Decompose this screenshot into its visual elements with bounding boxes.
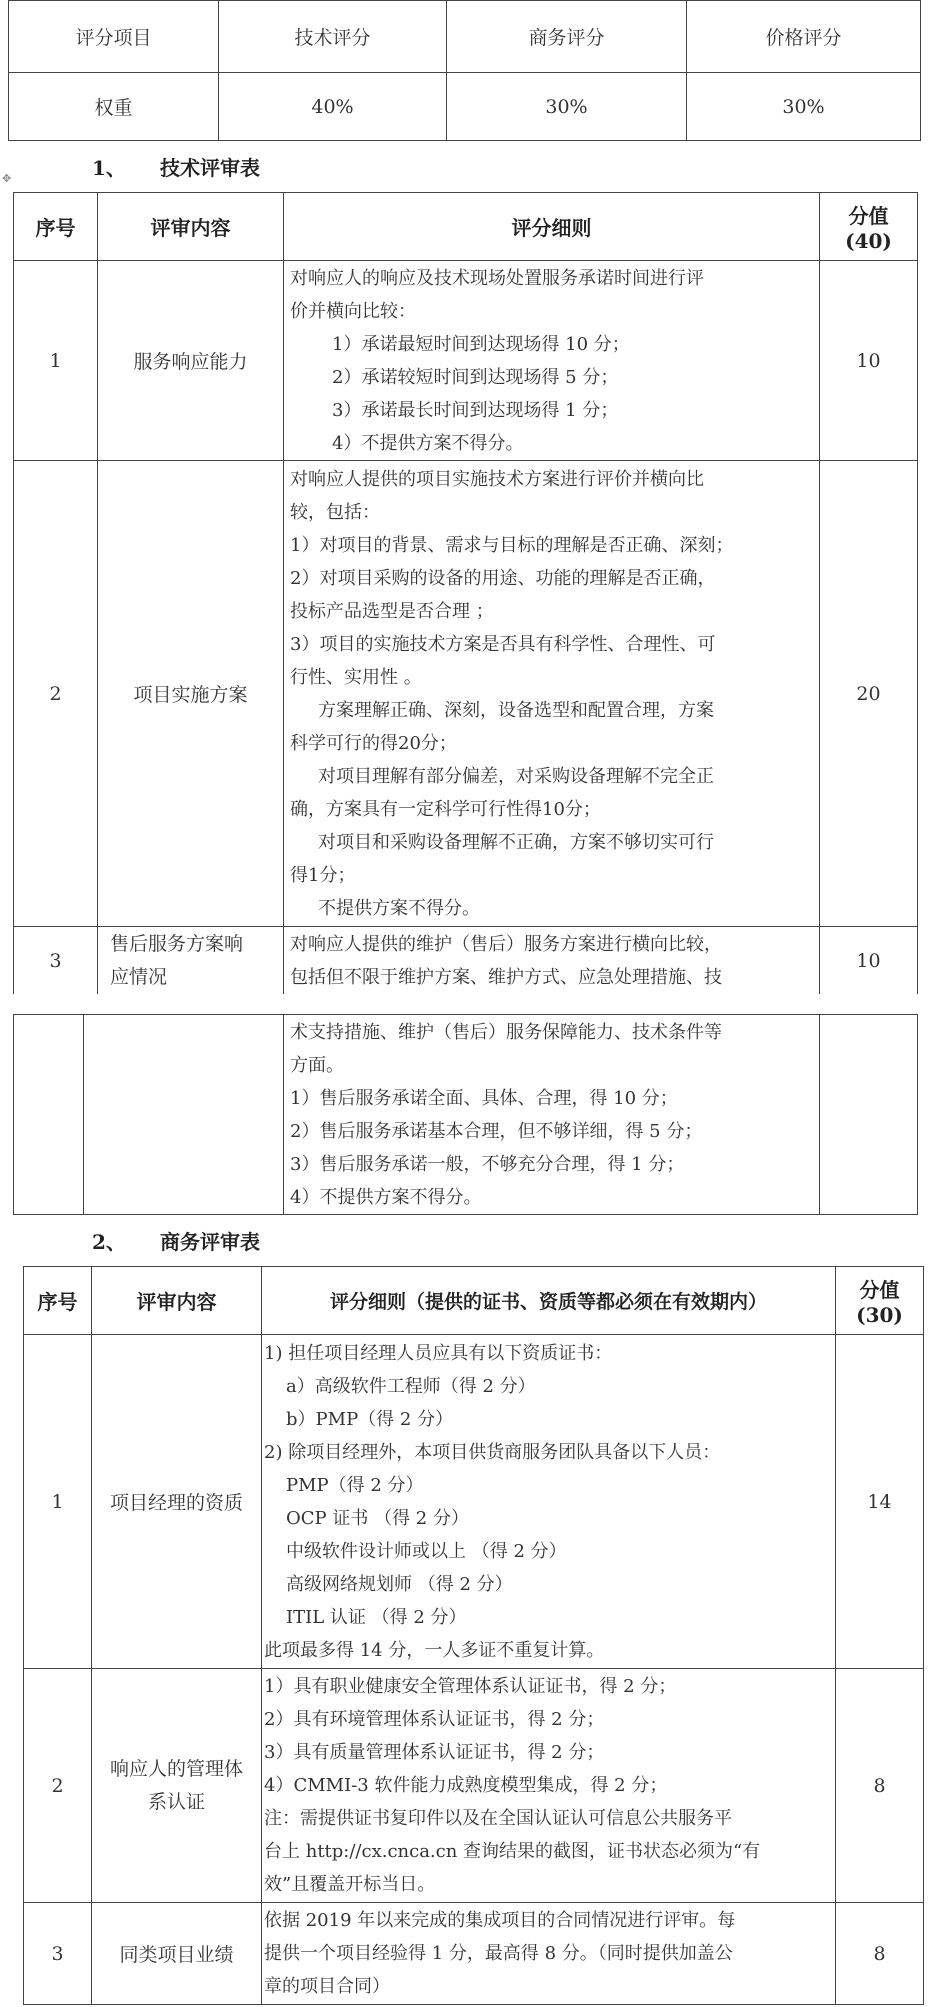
weight-header-item: 评分项目 — [9, 1, 219, 73]
biz-table — [23, 1266, 924, 2005]
rule-line: 1）承诺最短时间到达现场得 10 分； — [332, 333, 630, 355]
rule-line: 3）项目的实施技术方案是否具有科学性、合理性、可 — [290, 633, 716, 655]
row-content-line: 售后服务方案响 — [110, 932, 244, 955]
rule-line: 较，包括： — [290, 501, 380, 523]
rule-line: 对项目和采购设备理解不正确，方案不够切实可行 — [318, 831, 714, 853]
rule-line: 3）承诺最长时间到达现场得 1 分； — [332, 399, 619, 421]
rule-line: 包括但不限于维护方案、维护方式、应急处理措施、技 — [290, 966, 722, 988]
rule-line: 1) 担任项目经理人员应具有以下资质证书： — [264, 1342, 613, 1364]
row-no: 2 — [14, 461, 98, 927]
tech-header-no: 序号 — [14, 193, 98, 261]
page-break — [0, 994, 929, 1014]
row-score: 14 — [836, 1335, 924, 1669]
row-rules — [284, 461, 820, 927]
rule-line: 中级软件设计师或以上 （得 2 分） — [286, 1540, 567, 1562]
table-row — [14, 461, 918, 927]
table-row — [14, 1015, 918, 1215]
rule-line: 得1分； — [290, 864, 356, 886]
rule-line: 3）售后服务承诺一般，不够充分合理，得 1 分； — [290, 1153, 685, 1175]
row-content — [98, 927, 284, 995]
move-handle-icon: ✥ — [2, 172, 12, 185]
weight-table — [8, 0, 921, 141]
rule-line: 2）售后服务承诺基本合理，但不够详细，得 5 分； — [290, 1120, 703, 1142]
tech-section-title — [92, 152, 260, 181]
row-rules — [262, 1335, 836, 1669]
row-content: 项目实施方案 — [98, 461, 284, 927]
rule-line: PMP（得 2 分） — [286, 1474, 424, 1496]
rule-line: 方案理解正确、深刻，设备选型和配置合理，方案 — [318, 699, 714, 721]
rule-line: 高级网络规划师 （得 2 分） — [286, 1573, 513, 1595]
tech-header-rules: 评分细则 — [284, 193, 820, 261]
biz-header-rules: 评分细则（提供的证书、资质等都必须在有效期内） — [262, 1267, 836, 1335]
biz-header-score-total: (30) — [856, 1303, 903, 1327]
rule-line: 确，方案具有一定科学可行性得10分； — [290, 798, 601, 820]
weight-header-tech: 技术评分 — [219, 1, 447, 73]
weight-tech-value: 40% — [219, 73, 447, 141]
rule-line: 章的项目合同） — [264, 1976, 390, 1997]
row-no — [14, 1015, 84, 1215]
tech-table — [13, 192, 918, 995]
rule-line: a）高级软件工程师（得 2 分） — [286, 1375, 536, 1397]
row-content — [84, 1015, 284, 1215]
row-no: 3 — [24, 1903, 92, 2005]
rule-line: ITIL 认证 （得 2 分） — [286, 1606, 467, 1628]
weight-header-price: 价格评分 — [687, 1, 921, 73]
row-content: 同类项目业绩 — [92, 1903, 262, 2005]
rule-line: 对项目理解有部分偏差，对采购设备理解不完全正 — [318, 765, 714, 787]
rule-line: 2）承诺较短时间到达现场得 5 分； — [332, 366, 619, 388]
rule-line: 注：需提供证书复印件以及在全国认证认可信息公共服务平 — [264, 1808, 732, 1829]
row-score: 10 — [820, 927, 918, 995]
tech-section-label: 技术评审表 — [160, 156, 260, 180]
tech-header-score-total: (40) — [845, 229, 892, 253]
biz-section-label: 商务评审表 — [160, 1230, 260, 1254]
rule-line: 投标产品选型是否合理 ； — [290, 600, 494, 622]
rule-line: 科学可行的得20分； — [290, 732, 457, 754]
rule-line: OCP 证书 （得 2 分） — [286, 1507, 469, 1529]
rule-line: 3）具有质量管理体系认证证书，得 2 分； — [264, 1742, 605, 1763]
tech-table-continuation — [13, 1014, 918, 1215]
weight-biz-value: 30% — [447, 73, 687, 141]
rule-line: 2）具有环境管理体系认证证书，得 2 分； — [264, 1709, 605, 1730]
tech-header-score — [820, 193, 918, 261]
row-score — [820, 1015, 918, 1215]
row-score: 8 — [836, 1903, 924, 2005]
table-row — [24, 1669, 924, 1903]
row-content: 服务响应能力 — [98, 261, 284, 461]
biz-header-score-label: 分值 — [859, 1278, 900, 1302]
biz-header-score — [836, 1267, 924, 1335]
rule-line: 4）不提供方案不得分。 — [332, 432, 524, 454]
table-row — [24, 1335, 924, 1669]
rule-line: b）PMP（得 2 分） — [286, 1408, 454, 1430]
rule-line: 对响应人提供的项目实施技术方案进行评价并横向比 — [290, 468, 704, 490]
row-rules — [262, 1669, 836, 1903]
rule-line: 提供一个项目经验得 1 分，最高得 8 分。（同时提供加盖公 — [264, 1943, 733, 1964]
biz-header-content: 评审内容 — [92, 1267, 262, 1335]
row-no: 3 — [14, 927, 98, 995]
rule-line: 此项最多得 14 分，一人多证不重复计算。 — [264, 1639, 605, 1661]
tech-header-score-label: 分值 — [848, 204, 889, 228]
rule-line: 行性、实用性 。 — [290, 666, 422, 688]
rule-line: 4）CMMI-3 软件能力成熟度模型集成，得 2 分； — [264, 1775, 668, 1796]
row-content-line: 系认证 — [147, 1790, 205, 1813]
biz-section-number: 2、 — [92, 1230, 126, 1254]
rule-line: 价并横向比较： — [290, 300, 416, 322]
row-score: 20 — [820, 461, 918, 927]
row-rules — [284, 1015, 820, 1215]
weight-row-label: 权重 — [9, 73, 219, 141]
row-score: 10 — [820, 261, 918, 461]
rule-line: 不提供方案不得分。 — [318, 897, 480, 919]
rule-line: 效”且覆盖开标当日。 — [264, 1874, 436, 1895]
biz-header-no: 序号 — [24, 1267, 92, 1335]
row-no: 2 — [24, 1669, 92, 1903]
rule-line: 2）对项目采购的设备的用途、功能的理解是否正确， — [290, 567, 716, 589]
row-content-line: 响应人的管理体 — [109, 1757, 243, 1780]
row-no: 1 — [14, 261, 98, 461]
table-row — [24, 1903, 924, 2005]
table-row — [14, 261, 918, 461]
rule-line: 1）售后服务承诺全面、具体、合理，得 10 分； — [290, 1087, 678, 1109]
weight-price-value: 30% — [687, 73, 921, 141]
row-no: 1 — [24, 1335, 92, 1669]
row-rules — [262, 1903, 836, 2005]
rule-line: 4）不提供方案不得分。 — [290, 1186, 482, 1208]
rule-line: 台上 http://cx.cnca.cn 查询结果的截图，证书状态必须为“有 — [264, 1841, 761, 1862]
rule-line: 1）对项目的背景、需求与目标的理解是否正确、深刻； — [290, 534, 734, 556]
rule-line: 依据 2019 年以来完成的集成项目的合同情况进行评审。每 — [264, 1910, 736, 1931]
row-content — [92, 1669, 262, 1903]
rule-line: 术支持措施、维护（售后）服务保障能力、技术条件等 — [290, 1021, 722, 1043]
row-content-line: 应情况 — [110, 965, 168, 988]
biz-section-title — [92, 1226, 260, 1255]
table-row — [14, 927, 918, 995]
rule-line: 对响应人的响应及技术现场处置服务承诺时间进行评 — [290, 267, 704, 289]
rule-line: 2) 除项目经理外，本项目供货商服务团队具备以下人员： — [264, 1441, 721, 1463]
tech-section-number: 1、 — [92, 156, 126, 180]
rule-line: 对响应人提供的维护（售后）服务方案进行横向比较， — [290, 933, 722, 955]
row-score: 8 — [836, 1669, 924, 1903]
rule-line: 1）具有职业健康安全管理体系认证证书，得 2 分； — [264, 1676, 677, 1697]
row-rules — [284, 261, 820, 461]
tech-header-content: 评审内容 — [98, 193, 284, 261]
rule-line: 方面。 — [290, 1054, 344, 1076]
weight-header-biz: 商务评分 — [447, 1, 687, 73]
row-content: 项目经理的资质 — [92, 1335, 262, 1669]
row-rules — [284, 927, 820, 995]
